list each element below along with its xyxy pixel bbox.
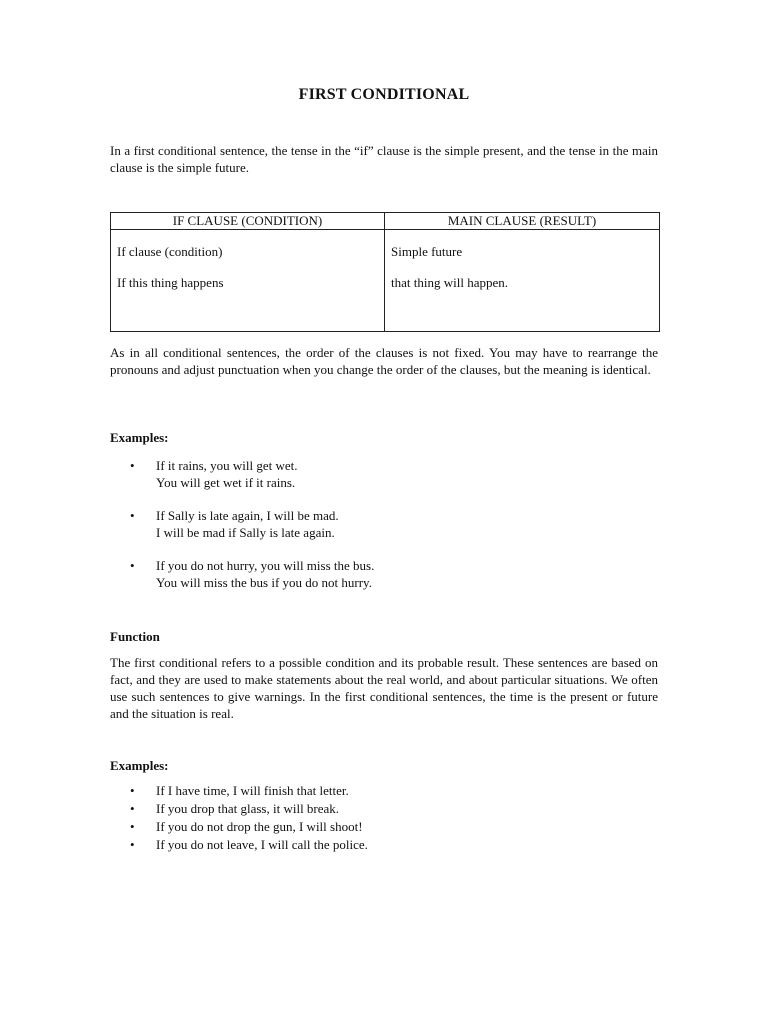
intro-paragraph: In a first conditional sentence, the tense in the “if” clause is the simple present, and the tense in the main clause is the simple future. bbox=[110, 143, 658, 175]
examples-list-1 bbox=[110, 457, 658, 607]
function-heading: Function bbox=[110, 629, 160, 644]
table-row bbox=[111, 230, 660, 332]
bullet-icon: • bbox=[130, 783, 135, 798]
list-item bbox=[110, 818, 658, 835]
table-header-main-clause: MAIN CLAUSE (RESULT) bbox=[385, 213, 660, 230]
bullet-icon: • bbox=[130, 508, 135, 523]
table-header-if-clause: IF CLAUSE (CONDITION) bbox=[111, 213, 385, 230]
example-sentence-reversed: You will miss the bus if you do not hurry. bbox=[156, 575, 372, 590]
example-sentence-reversed: I will be mad if Sally is late again. bbox=[156, 525, 335, 540]
example-sentence: If it rains, you will get wet. bbox=[156, 458, 298, 473]
bullet-icon: • bbox=[130, 558, 135, 573]
list-item bbox=[110, 557, 658, 591]
if-clause-line-1: If clause (condition) bbox=[117, 244, 223, 259]
main-clause-line-1: Simple future bbox=[391, 244, 463, 259]
list-item bbox=[110, 457, 658, 491]
example-sentence: If you do not drop the gun, I will shoot! bbox=[156, 819, 363, 834]
examples-heading-1: Examples: bbox=[110, 430, 169, 445]
clause-order-paragraph: As in all conditional sentences, the order of the clauses is not fixed. You may have to rearrange the pronouns and adjust punctuation when you change the order of the clauses, but the meaning is identical. bbox=[110, 345, 658, 377]
bullet-icon: • bbox=[130, 458, 135, 473]
example-sentence: If you do not leave, I will call the police. bbox=[156, 837, 368, 852]
list-item bbox=[110, 836, 658, 853]
list-item bbox=[110, 782, 658, 799]
conditional-table bbox=[110, 212, 660, 332]
table-cell-if-clause bbox=[111, 230, 385, 332]
example-sentence: If you drop that glass, it will break. bbox=[156, 801, 340, 816]
page-title: FIRST CONDITIONAL bbox=[298, 86, 470, 103]
table-header-row bbox=[111, 213, 660, 230]
example-sentence-reversed: You will get wet if it rains. bbox=[156, 475, 296, 490]
list-item bbox=[110, 800, 658, 817]
table-cell-main-clause bbox=[385, 230, 660, 332]
function-paragraph: The first conditional refers to a possible condition and its probable result. These sentences are based on fact, and they are used to make statements about the real world, and about particular situations. We often use such sentences to give warnings. In the first conditional sentences, the time is the present or future and the situation is real. bbox=[110, 655, 658, 721]
example-sentence: If you do not hurry, you will miss the bus. bbox=[156, 558, 375, 573]
list-item bbox=[110, 507, 658, 541]
if-clause-line-2: If this thing happens bbox=[117, 275, 224, 290]
bullet-icon: • bbox=[130, 837, 135, 852]
examples-heading-2: Examples: bbox=[110, 758, 169, 773]
examples-list-2 bbox=[110, 782, 658, 854]
example-sentence: If I have time, I will finish that letter. bbox=[156, 783, 349, 798]
example-sentence: If Sally is late again, I will be mad. bbox=[156, 508, 339, 523]
bullet-icon: • bbox=[130, 801, 135, 816]
main-clause-line-2: that thing will happen. bbox=[391, 275, 508, 290]
bullet-icon: • bbox=[130, 819, 135, 834]
